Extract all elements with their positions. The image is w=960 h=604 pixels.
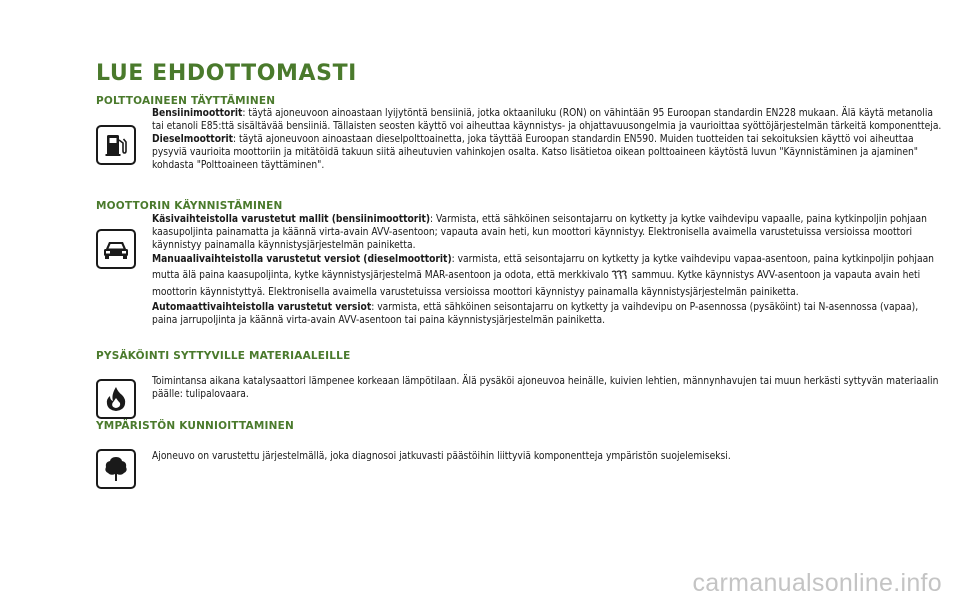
paragraph-manual-diesel bbox=[152, 252, 942, 301]
paragraph-body: : Varmista, että sähköinen seisontajarru on kytketty ja kytke vaihdevipu vapaalle, paina kytkinpoljin pohjaan kaasupoljinta painamatta ja käännä virta-avain AVV-asentoon; vapauta avain heti, kun moottori käynnistyy. Elektronisella avaimella varustetuissa versioissa moottori käynnistyy painamalla käynnistysjärjestelmän painiketta. bbox=[152, 214, 927, 251]
section-refueling bbox=[96, 94, 942, 192]
paragraph-petrol bbox=[152, 107, 942, 133]
car-front-icon bbox=[96, 229, 136, 269]
paragraph-body: : täytä ajoneuvoon ainoastaan dieselpolttoainetta, joka täyttää Euroopan standardin EN590. Muiden tuotteiden tai sekoituksien käyttö voi aiheuttaa pysyviä vaurioita moottoriin ja mitätöidä takuun siitä aiheutuvien vahinkojen osalta. Katso lisätietoa oikean polttoaineen käytöstä luvun "Käynnistäminen ja ajaminen" kohdasta "Polttoaineen täyttäminen". bbox=[152, 134, 919, 171]
fuel-pump-icon bbox=[96, 125, 136, 165]
section-engine-start bbox=[96, 199, 934, 343]
paragraph-body-end: sammuu. Kytke käynnistys AVV-asentoon ja vapauta avain heti moottorin käynnistyttyä. Elektronisella avaimella varustetuissa versioissa moottori käynnistyy painamalla käynnistysjärjestelmän painiketta. bbox=[152, 269, 921, 298]
paragraph-diesel bbox=[152, 133, 942, 172]
page-title: LUE EHDOTTOMASTI bbox=[96, 61, 357, 86]
watermark: carmanualsonline.info bbox=[692, 569, 942, 597]
paragraph-lead: Dieselmoottorit bbox=[152, 134, 234, 145]
paragraph-manual-petrol bbox=[152, 213, 942, 252]
paragraph-lead: Bensiinimoottorit bbox=[152, 108, 243, 119]
paragraph-body: : varmista, että seisontajarru on kytketty ja kytke vaihdevipu vapaa-asentoon, paina kytkinpoljin pohjaan mutta älä paina kaasupoljinta, kytke käynnistysjärjestelmä MAR-asentoon ja odota, että merkkivalo bbox=[152, 254, 934, 281]
paragraph-automatic bbox=[152, 301, 942, 327]
glow-plug-indicator-icon bbox=[611, 270, 627, 286]
section-heading: POLTTOAINEEN TÄYTTÄMINEN bbox=[96, 95, 276, 107]
section-heading: YMPÄRISTÖN KUNNIOITTAMINEN bbox=[96, 420, 294, 432]
section-text bbox=[152, 107, 942, 172]
section-heading: MOOTTORIN KÄYNNISTÄMINEN bbox=[96, 200, 283, 212]
section-text bbox=[152, 450, 942, 463]
paragraph-lead: Automaattivaihteistolla varustetut versiot bbox=[152, 301, 372, 313]
section-heading: PYSÄKÖINTI SYTTYVILLE MATERIAALEILLE bbox=[96, 350, 351, 362]
section-text bbox=[152, 213, 942, 327]
fire-icon bbox=[96, 379, 136, 419]
section-environment bbox=[96, 419, 896, 493]
paragraph-body: : varmista, että sähköinen seisontajarru on kytketty ja vaihdevipu on P-asennossa (pysäköint) tai N-asennossa (vapaa), paina jarrupoljinta ja käännä virta-avain AVV-asentoon tai paina käynnistysjärjestelmän painiketta. bbox=[152, 301, 919, 326]
paragraph-body: : täytä ajoneuvoon ainoastaan lyijytöntä bensiiniä, jotka oktaaniluku (RON) on vähintään 95 Euroopan standardin EN228 mukaan. Älä käytä metanolia tai etanoli E85:ttä sisältävää bensiiniä. Tällaisten seosten käyttö voi aiheuttaa käynnistys- ja ohjattavuusongelmia ja vaurioittaa syöttöjärjestelmän tärkeitä komponentteja. bbox=[152, 108, 942, 132]
paragraph-lead: Käsivaihteistolla varustetut mallit (bensiinimoottorit) bbox=[152, 214, 431, 225]
paragraph-lead: Manuaalivaihteistolla varustetut versiot (dieselmoottorit) bbox=[152, 254, 452, 265]
section-text bbox=[152, 375, 942, 401]
paragraph-emissions: Ajoneuvo on varustettu järjestelmällä, joka diagnosoi jatkuvasti päästöihin liittyviä komponentteja ympäristön suojelemiseksi. bbox=[152, 451, 731, 462]
section-parking-fire bbox=[96, 349, 939, 423]
tree-icon bbox=[96, 449, 136, 489]
paragraph-catalyst: Toimintansa aikana katalysaattori lämpenee korkeaan lämpötilaan. Älä pysäköi ajoneuvoa heinälle, kuivien lehtien, männynhavujen tai muun herkästi syttyvän materiaalin päälle: tulipalovaara. bbox=[152, 376, 939, 400]
